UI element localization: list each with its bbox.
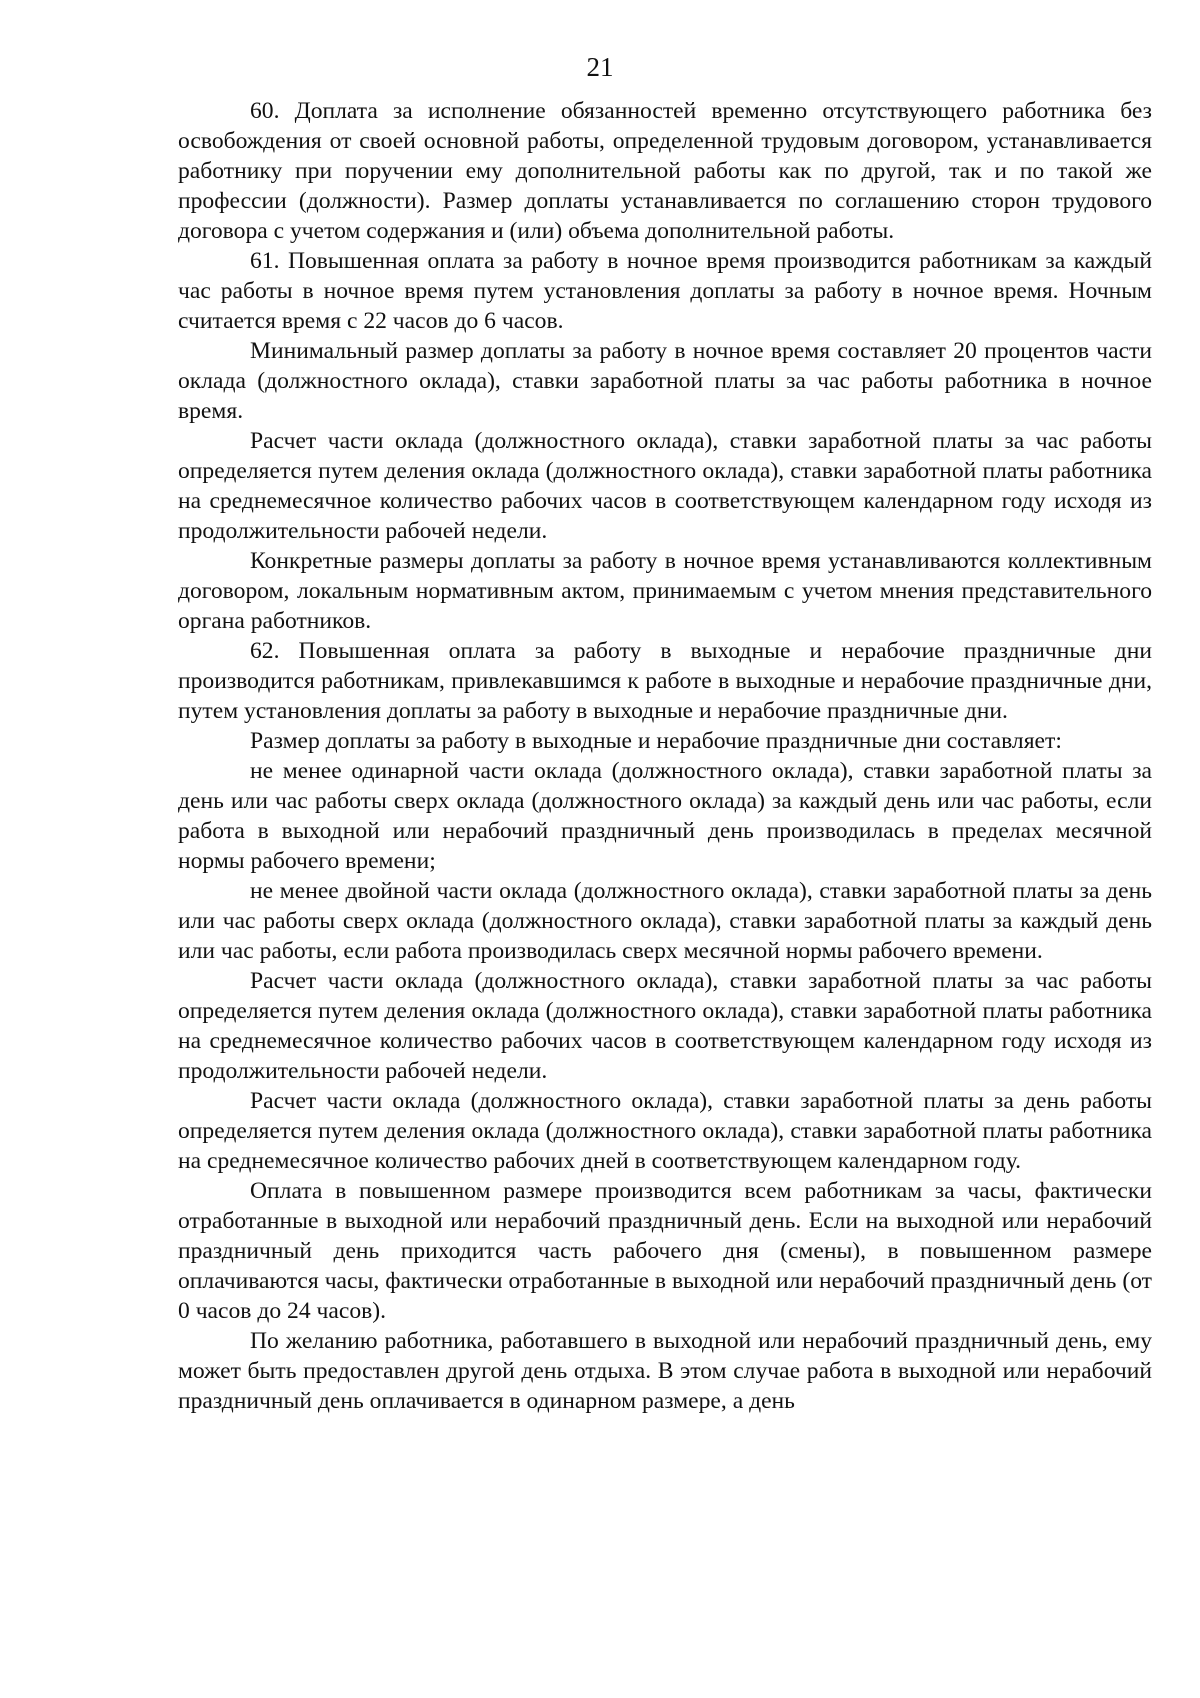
paragraph-62-holiday-work-pay: 62. Повышенная оплата за работу в выходные и нерабочие праздничные дни производится работникам, привлекавшимся к работе в выходные и нерабочие праздничные дни, путем установления доплаты за работу в выходные и нерабочие праздничные дни. — [178, 638, 1152, 724]
paragraph-day-off-option: По желанию работника, работавшего в выходной или нерабочий праздничный день, ему может быть предоставлен другой день отдыха. В этом случае работа в выходной или нерабочий праздничный день оплачивается в одинарном размере, а день — [178, 1328, 1152, 1414]
paragraph-61-night-work-pay: 61. Повышенная оплата за работу в ночное время производится работникам за каждый час работы в ночное время путем установления доплаты за работу в ночное время. Ночным считается время с 22 часов до 6 часов. — [178, 248, 1152, 334]
paragraph-night-pay-specific-amounts: Конкретные размеры доплаты за работу в ночное время устанавливаются коллективным договором, локальным нормативным актом, принимаемым с учетом мнения представительного органа работников. — [178, 548, 1152, 634]
paragraph-night-pay-minimum: Минимальный размер доплаты за работу в ночное время составляет 20 процентов части оклада (должностного оклада), ставки заработной платы за час работы работника в ночное время. — [178, 338, 1152, 424]
paragraph-holiday-pay-single-rate: не менее одинарной части оклада (должностного оклада), ставки заработной платы за день или час работы сверх оклада (должностного оклада) за каждый день или час работы, если работа в выходной или нерабочий праздничный день производилась в пределах месячной нормы рабочего времени; — [178, 758, 1152, 874]
paragraph-daily-part-calculation: Расчет части оклада (должностного оклада), ставки заработной платы за день работы определяется путем деления оклада (должностного оклада), ставки заработной платы работника на среднемесячное количество рабочих дней в соответствующем календарном году. — [178, 1088, 1152, 1174]
paragraph-hourly-rate-calculation: Расчет части оклада (должностного оклада), ставки заработной платы за час работы определяется путем деления оклада (должностного оклада), ставки заработной платы работника на среднемесячное количество рабочих часов в соответствующем календарном году исходя из продолжительности рабочей недели. — [178, 428, 1152, 544]
paragraph-60-substitution-pay: 60. Доплата за исполнение обязанностей временно отсутствующего работника без освобождения от своей основной работы, определенной трудовым договором, устанавливается работнику при поручении ему дополнительной работы как по другой, так и по такой же профессии (должности). Размер доплаты устанавливается по соглашению сторон трудового договора с учетом содержания и (или) объема дополнительной работы. — [178, 98, 1152, 244]
paragraph-holiday-pay-size: Размер доплаты за работу в выходные и нерабочие праздничные дни составляет: — [250, 728, 1062, 754]
page-number: 21 — [586, 52, 614, 82]
document-body — [178, 96, 1152, 1416]
paragraph-holiday-pay-double-rate: не менее двойной части оклада (должностного оклада), ставки заработной платы за день или час работы сверх оклада (должностного оклада), ставки заработной платы за каждый день или час работы, если работа производилась сверх месячной нормы рабочего времени. — [178, 878, 1152, 964]
paragraph-increased-pay-hours: Оплата в повышенном размере производится всем работникам за часы, фактически отработанные в выходной или нерабочий праздничный день. Если на выходной или нерабочий праздничный день приходится часть рабочего дня (смены), в повышенном размере оплачиваются часы, фактически отработанные в выходной или нерабочий праздничный день (от 0 часов до 24 часов). — [178, 1178, 1152, 1324]
paragraph-hourly-part-calculation: Расчет части оклада (должностного оклада), ставки заработной платы за час работы определяется путем деления оклада (должностного оклада), ставки заработной платы работника на среднемесячное количество рабочих часов в соответствующем календарном году исходя из продолжительности рабочей недели. — [178, 968, 1152, 1084]
